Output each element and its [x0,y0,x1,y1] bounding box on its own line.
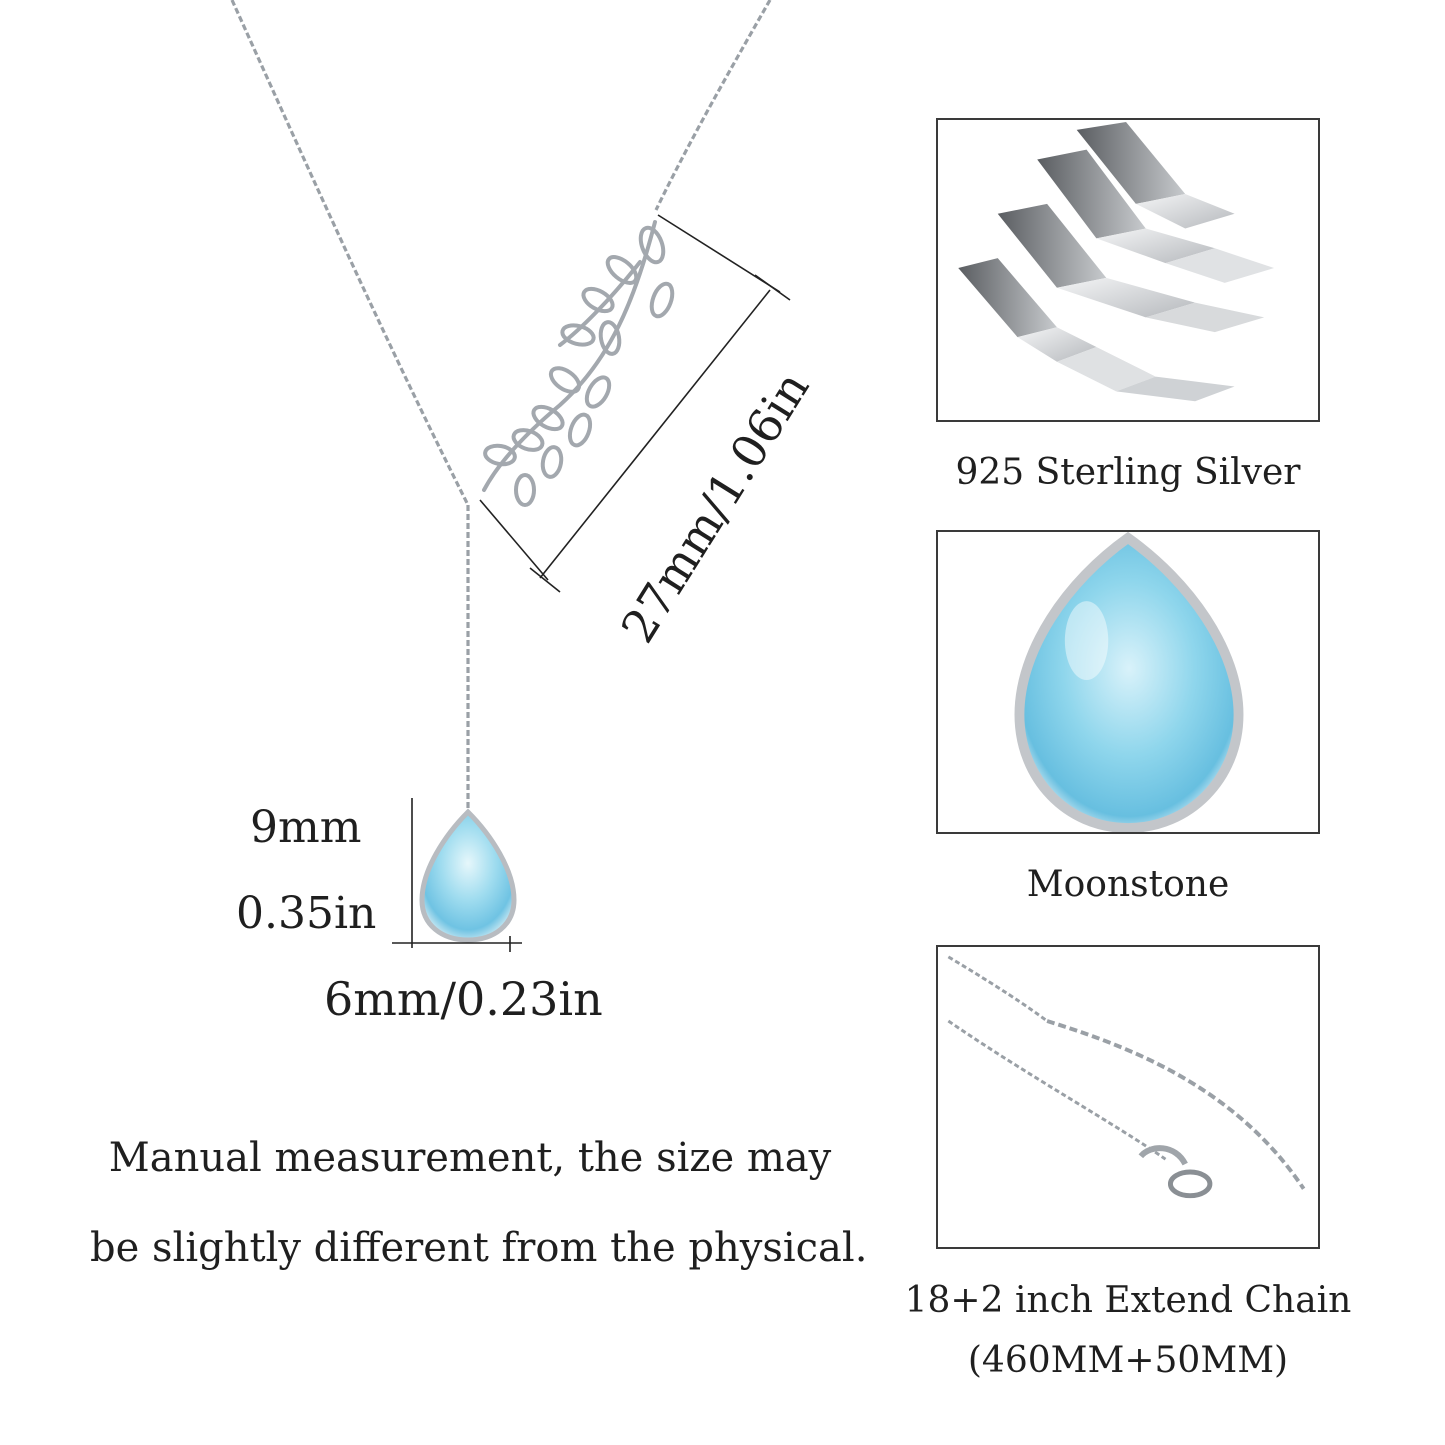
silver-caption: 925 Sterling Silver [955,452,1301,493]
chain-caption: 18+2 inch Extend Chain [904,1280,1352,1321]
pendant-length-mm-label: 9mm [250,802,362,853]
chain-right [656,0,770,210]
silver-bars-image [936,118,1320,422]
pendant-width-label: 6mm/0.23in [324,972,603,1026]
necklace-product-image [0,0,900,1100]
leaf-branch-pendant [484,222,677,505]
pendant-length-in-label: 0.35in [236,888,377,939]
measurement-note-line1: Manual measurement, the size may [108,1135,832,1181]
branch-length-label: 27mm/1.06in [610,362,820,652]
moonstone-caption: Moonstone [1026,864,1230,905]
small-moonstone-pendant [422,812,514,940]
extend-chain-image [936,945,1320,1249]
chain-left [232,0,468,505]
measurement-note-line2: be slightly different from the physical. [90,1225,868,1271]
chain-length-caption: (460MM+50MM) [967,1340,1289,1381]
moonstone-image [936,530,1320,834]
